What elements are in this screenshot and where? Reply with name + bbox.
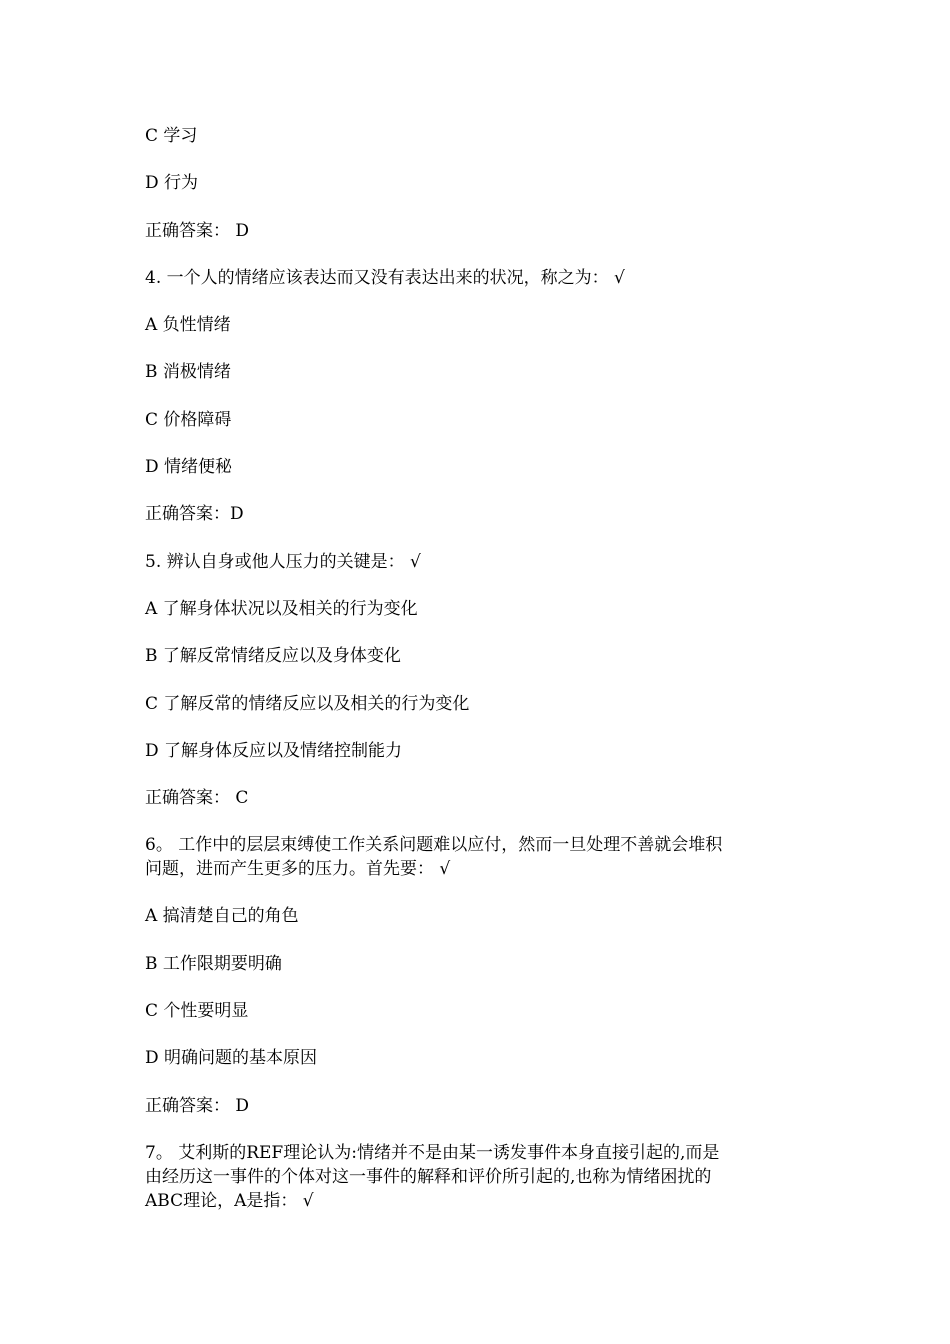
q5-option-b: B 了解反常情绪反应以及身体变化 <box>145 646 401 666</box>
q5-option-a: A 了解身体状况以及相关的行为变化 <box>145 599 418 619</box>
q6-answer: 正确答案： D <box>145 1096 250 1116</box>
q4-option-d: D 情绪便秘 <box>145 457 233 477</box>
q4-option-b: B 消极情绪 <box>145 362 231 382</box>
q7-question-line-3: ABC理论，A是指： √ <box>145 1191 314 1211</box>
q6-option-d: D 明确问题的基本原因 <box>145 1048 318 1068</box>
q7-question-line-1: 7。 艾利斯的REF理论认为:情绪并不是由某一诱发事件本身直接引起的,而是 <box>145 1143 720 1163</box>
q4-question: 4. 一个人的情绪应该表达而又没有表达出来的状况，称之为： √ <box>145 268 625 288</box>
q6-option-a: A 搞清楚自己的角色 <box>145 906 299 926</box>
q6-option-b: B 工作限期要明确 <box>145 954 282 974</box>
q3-option-c: C 学习 <box>145 126 198 146</box>
q7-question-line-2: 由经历这一事件的个体对这一事件的解释和评价所引起的,也称为情绪困扰的 <box>145 1167 712 1187</box>
q3-answer: 正确答案： D <box>145 221 250 241</box>
q6-question-line-1: 6。 工作中的层层束缚使工作关系问题难以应付，然而一旦处理不善就会堆积 <box>145 835 723 855</box>
q4-option-c: C 价格障碍 <box>145 410 232 430</box>
q3-option-d: D 行为 <box>145 173 199 193</box>
q5-option-d: D 了解身体反应以及情绪控制能力 <box>145 741 403 761</box>
q4-option-a: A 负性情绪 <box>145 315 231 335</box>
q5-option-c: C 了解反常的情绪反应以及相关的行为变化 <box>145 694 470 714</box>
q5-question: 5. 辨认自身或他人压力的关键是： √ <box>145 552 421 572</box>
q5-answer: 正确答案： C <box>145 788 249 808</box>
q6-option-c: C 个性要明显 <box>145 1001 249 1021</box>
q6-question-line-2: 问题，进而产生更多的压力。首先要： √ <box>145 859 451 879</box>
q4-answer: 正确答案：D <box>145 504 244 524</box>
